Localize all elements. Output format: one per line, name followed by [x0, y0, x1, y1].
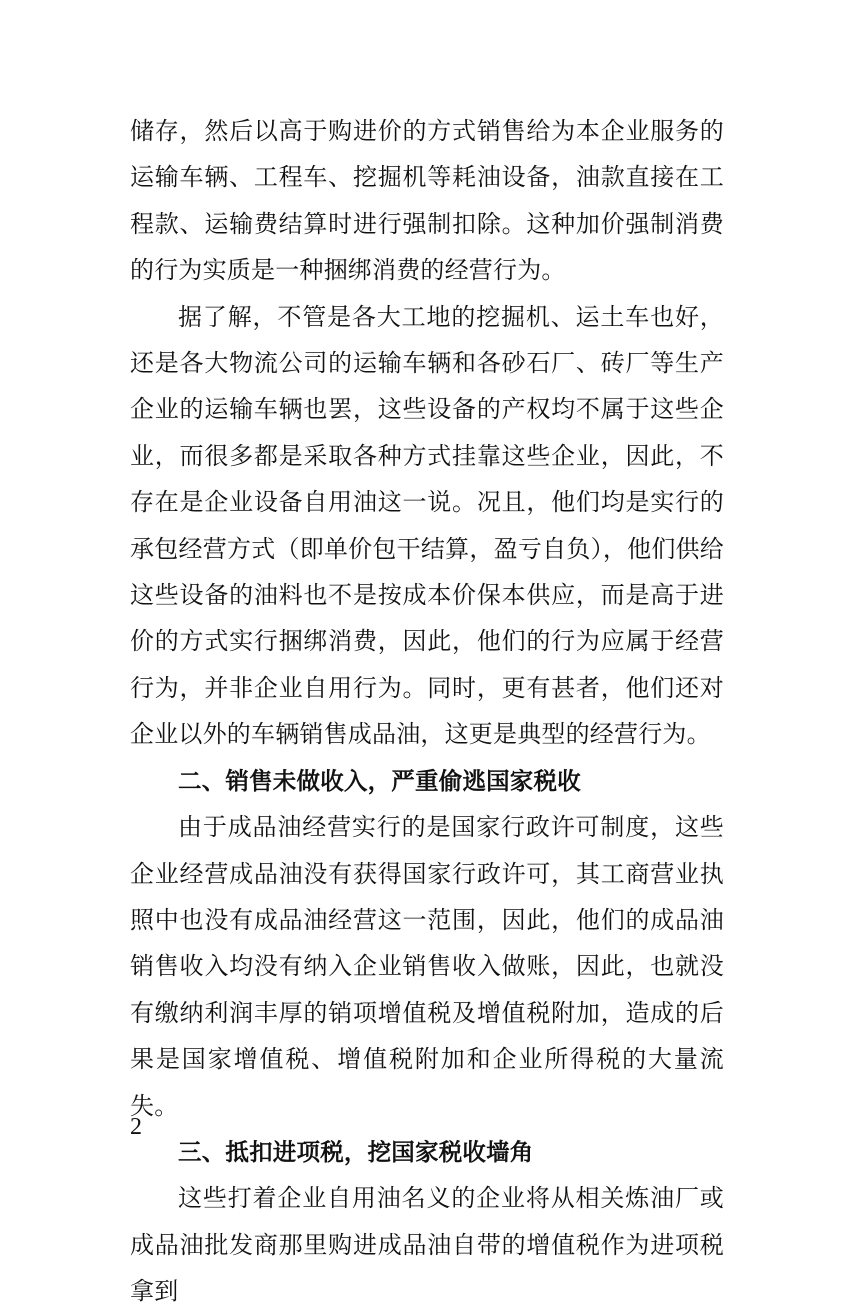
paragraph-investigation: 据了解，不管是各大工地的挖掘机、运土车也好，还是各大物流公司的运输车辆和各砂石厂、砖厂等生产企业的运输车辆也罢，这些设备的产权均不属于这些企业，而很多都是采取各种方式挂靠这些企业，因此，不存在是企业设备自用油这一说。况且，他们均是实行的承包经营方式（即单价包干结算，盈亏自负），他们供给这些设备的油料也不是按成本价保本供应，而是高于进价的方式实行捆绑消费，因此，他们的行为应属于经营行为，并非企业自用行为。同时，更有甚者，他们还对企业以外的车辆销售成品油，这更是典型的经营行为。: [130, 302, 724, 749]
page-number: 2: [130, 1114, 142, 1140]
section-heading-3: 三、抵扣进项税，挖国家税收墙角: [178, 1137, 534, 1166]
paragraph-input-tax: 这些打着企业自用油名义的企业将从相关炼油厂或成品油批发商那里购进成品油自带的增值税作为进项税拿到: [130, 1184, 724, 1306]
body-text: [130, 108, 724, 1315]
section-heading-2: 二、销售未做收入，严重偷逃国家税收: [178, 766, 581, 795]
paragraph-continuation: 储存，然后以高于购进价的方式销售给为本企业服务的运输车辆、工程车、挖掘机等耗油设备，油款直接在工程款、运输费结算时进行强制扣除。这种加价强制消费的行为实质是一种捆绑消费的经营行为。: [130, 117, 724, 285]
paragraph-tax-evasion: 由于成品油经营实行的是国家行政许可制度，这些企业经营成品油没有获得国家行政许可，其工商营业执照中也没有成品油经营这一范围，因此，他们的成品油销售收入均没有纳入企业销售收入做账，因此，也就没有缴纳利润丰厚的销项增值税及增值税附加，造成的后果是国家增值税、增值税附加和企业所得税的大量流失。: [130, 813, 724, 1120]
